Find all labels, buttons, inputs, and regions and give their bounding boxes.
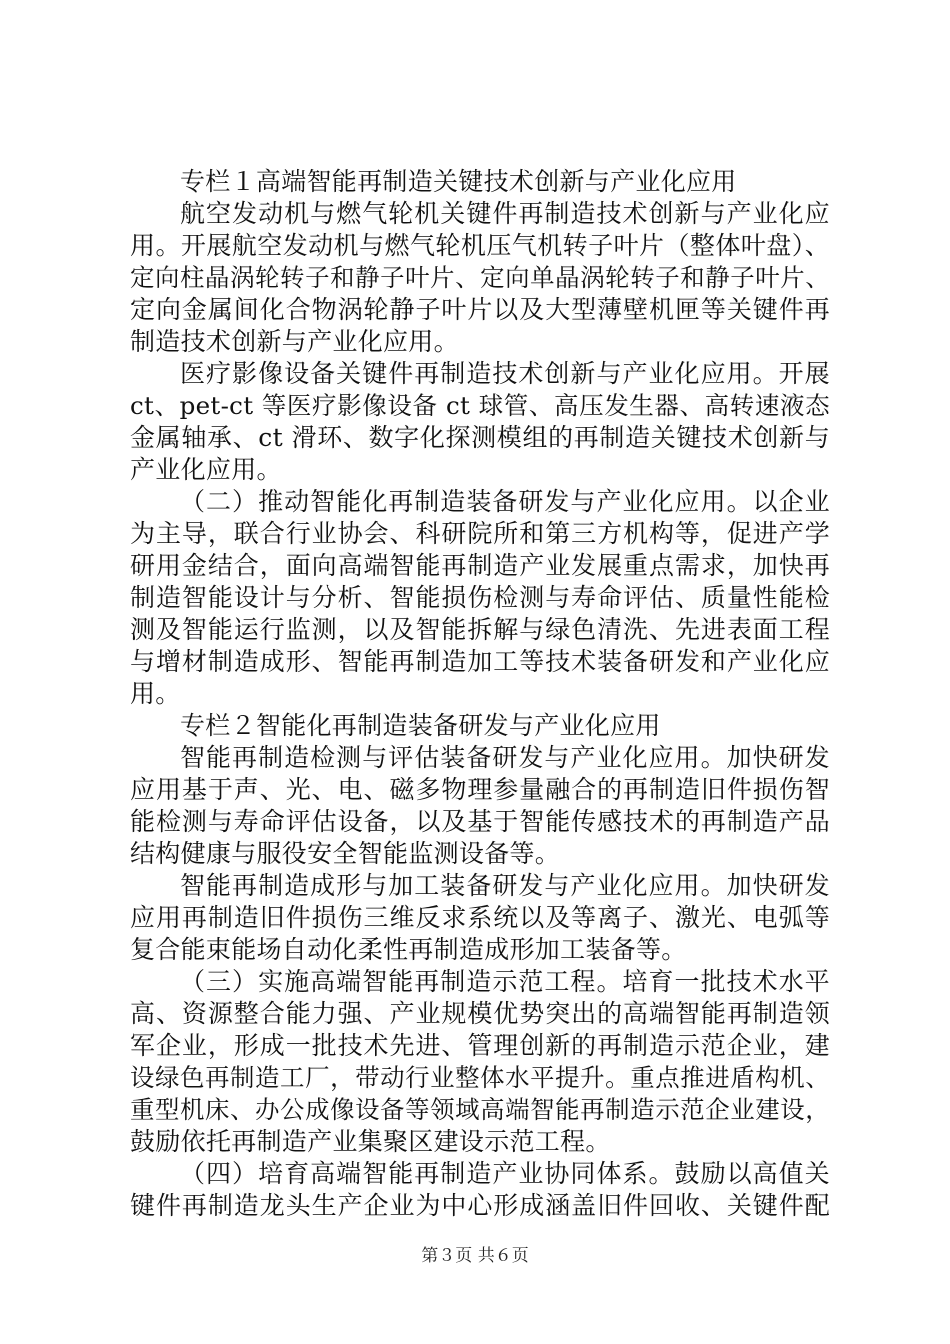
paragraph-line: ct、pet-ct 等医疗影像设备 ct 球管、高压发生器、高转速液态 [130,391,830,420]
paragraph-line: 制造智能设计与分析、智能损伤检测与寿命评估、质量性能检 [130,583,830,612]
paragraph-line: 应用再制造旧件损伤三维反求系统以及等离子、激光、电弧等 [130,903,830,932]
document-body [130,166,830,1222]
paragraph-line: 金属轴承、ct 滑环、数字化探测模组的再制造关键技术创新与 [130,423,830,452]
paragraph-line: 应用基于声、光、电、磁多物理参量融合的再制造旧件损伤智 [130,775,830,804]
paragraph-line: 研用金结合，面向高端智能再制造产业发展重点需求，加快再 [130,551,830,580]
paragraph-line: 复合能束能场自动化柔性再制造成形加工装备等。 [130,935,687,964]
paragraph-line: 能检测与寿命评估设备，以及基于智能传感技术的再制造产品 [130,807,830,836]
paragraph-line: 产业化应用。 [130,455,282,484]
page-number-footer: 第３页 共６页 [421,1246,529,1266]
paragraph-line: 智能再制造检测与评估装备研发与产业化应用。加快研发 [180,743,830,772]
section-heading-3: （三）实施高端智能再制造示范工程。培育一批技术水平 [180,967,830,996]
paragraph-line: 医疗影像设备关键件再制造技术创新与产业化应用。开展 [180,359,830,388]
section-heading-4: （四）培育高端智能再制造产业协同体系。鼓励以高值关 [180,1159,830,1188]
paragraph-line: 重型机床、办公成像设备等领域高端智能再制造示范企业建设， [130,1095,830,1124]
section-heading-2: （二）推动智能化再制造装备研发与产业化应用。以企业 [180,487,830,516]
paragraph-line: 航空发动机与燃气轮机关键件再制造技术创新与产业化应 [180,199,830,228]
column-title-2: 专栏２智能化再制造装备研发与产业化应用 [180,711,661,740]
paragraph-line: 鼓励依托再制造产业集聚区建设示范工程。 [130,1127,611,1156]
paragraph-line: 为主导，联合行业协会、科研院所和第三方机构等，促进产学 [130,519,830,548]
paragraph-line: 用。开展航空发动机与燃气轮机压气机转子叶片（整体叶盘）、 [130,231,830,260]
paragraph-line: 高、资源整合能力强、产业规模优势突出的高端智能再制造领 [130,999,830,1028]
paragraph-line: 与增材制造成形、智能再制造加工等技术装备研发和产业化应 [130,647,830,676]
paragraph-line: 定向柱晶涡轮转子和静子叶片、定向单晶涡轮转子和静子叶片、 [130,263,830,292]
paragraph-line: 军企业，形成一批技术先进、管理创新的再制造示范企业，建 [130,1031,830,1060]
paragraph-line: 键件再制造龙头生产企业为中心形成涵盖旧件回收、关键件配 [130,1191,830,1220]
paragraph-line: 智能再制造成形与加工装备研发与产业化应用。加快研发 [180,871,830,900]
paragraph-line: 用。 [130,679,181,708]
paragraph-line: 结构健康与服役安全智能监测设备等。 [130,839,561,868]
paragraph-line: 测及智能运行监测，以及智能拆解与绿色清洗、先进表面工程 [130,615,830,644]
column-title-1: 专栏１高端智能再制造关键技术创新与产业化应用 [180,167,737,196]
paragraph-line: 定向金属间化合物涡轮静子叶片以及大型薄壁机匣等关键件再 [130,295,830,324]
paragraph-line: 制造技术创新与产业化应用。 [130,327,459,356]
paragraph-line: 设绿色再制造工厂，带动行业整体水平提升。重点推进盾构机、 [130,1063,830,1092]
